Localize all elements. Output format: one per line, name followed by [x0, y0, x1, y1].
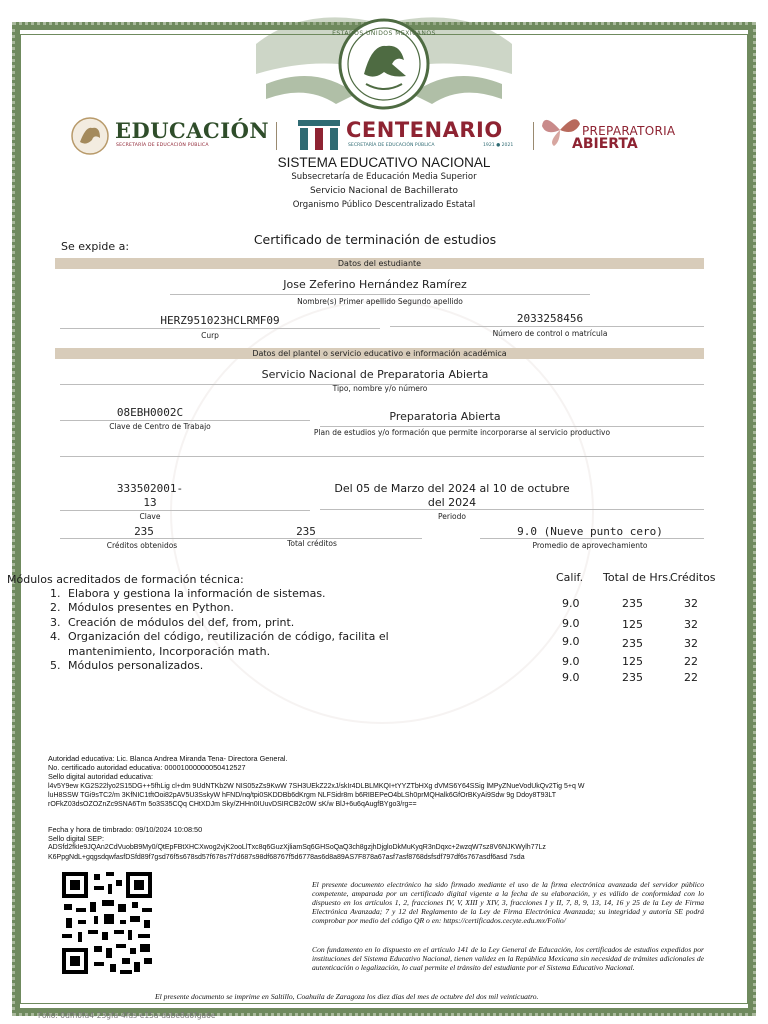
period-line2: del 2024 — [427, 496, 477, 509]
centenario-years: 1921 ● 2021 — [483, 143, 514, 148]
control-caption: Número de control o matrícula — [492, 329, 608, 338]
cct-caption: Clave de Centro de Trabajo — [109, 422, 211, 431]
row-credits: 32 — [684, 618, 698, 631]
school-name: Servicio Nacional de Preparatoria Abierta — [261, 368, 489, 381]
centenario-subtitle: SECRETARÍA DE EDUCACIÓN PÚBLICA — [348, 143, 435, 148]
authority: Autoridad educativa: Lic. Blanca Andrea Miranda Tena- Directora General. — [48, 754, 288, 763]
name-underline — [170, 294, 590, 295]
seal-line: rOFkZ03dsOZOZnZc9SNA6Tm 5o3S35CQq CHtXDJm Sky/ZHHn0IUuvDSIRCB2c0W sK/w BlJ+6u6qAugfBYgo3/rg== — [48, 801, 417, 809]
sep-line: K6PpgNdL+gqgsdqwfasfDSfd89f7gsd76f5s678sd57f678s7f7d687s98df68767f5d6778as6d8a89AS7F878a67asf7asf8768dsfsdf797df6s767asdf6asd 7sda — [48, 853, 525, 861]
period-underline — [320, 509, 704, 510]
certificate-number: No. certificado autoridad educativa: 00001000000050412527 — [48, 763, 246, 773]
credits-total-caption: Total créditos — [287, 539, 337, 548]
centenario-logo: CENTENARIO — [346, 118, 503, 142]
system-title: SISTEMA EDUCATIVO NACIONAL — [277, 155, 491, 170]
sep-block — [48, 825, 698, 862]
legal-foundation: Con fundamento en lo dispuesto en el artículo 141 de la Ley General de Educación, los certificados de estudios expedidos por instituciones del Sistema Educativo Nacional, tienen validez en la República Mexicana sin necesidad de trámites adicionales de autenticación o legalización, lo cual permite el tránsito del estudiante por el Sistema Educativo Nacional. — [312, 945, 704, 973]
seal-line: luH8SSW TGi9sTC2/m 3KfNIC1tftOoi82pAV5U3SskyW hFND/nq/tpi0SKDDBb6dKrgm NLFSidr8m b6RIBEPeO4bLSh0prMQHalk6GfOrBKyAi9Sdw 9g Ddoy8T93LT — [48, 791, 557, 799]
row-calif: 9.0 — [562, 617, 580, 630]
sep-seal-label: Sello digital SEP: — [48, 834, 104, 844]
separator-line — [60, 456, 704, 457]
control-number: 2033258456 — [516, 312, 584, 325]
student-name: Jose Zeferino Hernández Ramírez — [283, 278, 467, 291]
qr-code-icon[interactable] — [60, 870, 154, 976]
clave-line2: 13 — [143, 496, 157, 509]
row-hours: 125 — [622, 618, 643, 631]
row-calif: 9.0 — [562, 671, 580, 684]
row-hours: 125 — [622, 655, 643, 668]
row-hours: 235 — [622, 597, 643, 610]
clave-line1: 333502001- — [116, 482, 184, 495]
credits-obtained: 235 — [134, 525, 154, 538]
clave-underline — [60, 510, 310, 511]
legal-validity: El presente documento electrónico ha sido firmado mediante el uso de la firma electrónica avanzada del servidor público competente, amparada por un certificado digital vigente a la fecha de su elaboración, y es válido de conformidad con lo dispuesto en los artículos 1, 2, fracciones IV, V, XIII y XIV, 3, fracciones I y II, 7, 8, 9, 13, 14, 16 y 25 de la Ley de Firma Electrónica Avanzada; 7 y 12 del Reglamento de la Ley de Firma Electrónica Avanzada; su integridad y autoría SE podrá comprobar por medio del código QR o en: https://certificados.cecyte.edu.mx/Folio/ — [312, 880, 704, 926]
educacion-subtitle: SECRETARÍA DE EDUCACIÓN PÚBLICA — [116, 143, 209, 148]
credits-total: 235 — [296, 525, 316, 538]
period-caption: Periodo — [438, 512, 466, 521]
module-item: 4. Organización del código, reutilización de código, facilita el — [50, 630, 389, 644]
expide-label: Se expide a: — [61, 240, 130, 253]
modules-list — [50, 587, 410, 673]
subsecretaria: Subsecretaría de Educación Media Superior — [291, 172, 477, 182]
col-hours: Total de Hrs. — [603, 571, 672, 584]
folio: Folio: 0dfh0fa4-23gfa-4fds-e15a-dabe8a6fga6e — [38, 1011, 216, 1020]
row-hours: 235 — [622, 637, 643, 650]
module-item: mantenimiento, Incorporación math. — [68, 644, 271, 658]
seal-line: l4v5Y9ew KG2S22lyo2S15DG++5fhLig cl+dm 9UdNTKb2W NIS05zZs9KwW 7SH3UEkZ22xJ/skIr4DLBLMKQI+tYYZTbHXg dVMS6Y64SSig lMPyZNueVodUkQv2Tig 5+q W — [48, 782, 585, 790]
school-band: Datos del plantel o servicio educativo e información académica — [55, 348, 704, 359]
prepa-logo-line1: PREPARATORIA — [582, 124, 676, 138]
centenario-building-icon — [296, 118, 342, 152]
plan-underline — [320, 426, 704, 427]
row-calif: 9.0 — [562, 635, 580, 648]
prepa-logo-line2: ABIERTA — [572, 136, 638, 152]
crest-text: ESTADOS UNIDOS MEXICANOS — [332, 30, 436, 37]
plan-value: Preparatoria Abierta — [389, 410, 501, 423]
row-hours: 235 — [622, 671, 643, 684]
cct-value: 08EBH0002C — [116, 406, 184, 419]
national-crest-icon — [246, 14, 522, 114]
issued-statement: El presente documento se imprime en Saltillo, Coahuila de Zaragoza los diez días del mes de octubre del dos mil veinticuatro. — [155, 992, 539, 1001]
row-credits: 32 — [684, 597, 698, 610]
module-item: 5. Módulos personalizados. — [50, 659, 204, 673]
modules-heading: Módulos acreditados de formación técnica: — [7, 573, 244, 586]
plan-caption: Plan de estudios y/o formación que permite incorporarse al servicio productivo — [313, 428, 611, 437]
educacion-logo: EDUCACIÓN — [115, 118, 270, 143]
seal-label: Sello digital autoridad educativa: — [48, 772, 154, 782]
module-item: 2. Módulos presentes en Python. — [50, 601, 234, 615]
student-band: Datos del estudiante — [55, 258, 704, 269]
row-credits: 22 — [684, 655, 698, 668]
row-credits: 32 — [684, 637, 698, 650]
clave-caption: Clave — [139, 512, 161, 521]
curp-value: HERZ951023HCLRMF09 — [160, 314, 280, 327]
average-caption: Promedio de aprovechamiento — [532, 541, 648, 550]
servicio-bachillerato: Servicio Nacional de Bachillerato — [309, 186, 459, 196]
module-item: 1. Elabora y gestiona la información de sistemas. — [50, 587, 326, 600]
row-credits: 22 — [684, 671, 698, 684]
credits-obtained-caption: Créditos obtenidos — [106, 541, 178, 550]
row-calif: 9.0 — [562, 655, 580, 668]
control-underline — [390, 326, 704, 327]
organismo: Organismo Público Descentralizado Estatal — [292, 200, 476, 210]
cct-underline — [60, 420, 310, 421]
curp-underline — [60, 328, 380, 329]
certificate-title: Certificado de terminación de estudios — [253, 232, 497, 247]
name-caption: Nombre(s) Primer apellido Segundo apellido — [297, 297, 463, 306]
school-caption: Tipo, nombre y/o número — [332, 384, 428, 393]
timbrado: Fecha y hora de timbrado: 09/10/2024 10:08:50 — [48, 825, 203, 834]
col-credits: Créditos — [670, 571, 716, 584]
signature-block — [48, 754, 698, 809]
average-value: 9.0 (Nueve punto cero) — [517, 525, 663, 538]
sep-line: ADSfd2fkIe9JQAn2CdVuobB9My0/QtEpFBtXHCXwog2vjK2ooLlTxc8q6GuzXjliamSq6GHSoQaQ3ch8gzjhDjgloDkMuKyqR3nDqxc+2wzqW7sz8V6NJKWylh77Lz — [48, 844, 546, 852]
sep-eagle-icon — [70, 116, 110, 156]
col-calif: Calif. — [556, 571, 584, 584]
module-item: 3. Creación de módulos del def, from, print. — [50, 615, 295, 629]
logo-divider — [276, 122, 277, 150]
curp-caption: Curp — [201, 331, 219, 340]
logo-divider-2 — [533, 122, 534, 150]
period-line1: Del 05 de Marzo del 2024 al 10 de octubre — [334, 482, 570, 495]
average-underline — [480, 538, 704, 539]
row-calif: 9.0 — [562, 597, 580, 610]
